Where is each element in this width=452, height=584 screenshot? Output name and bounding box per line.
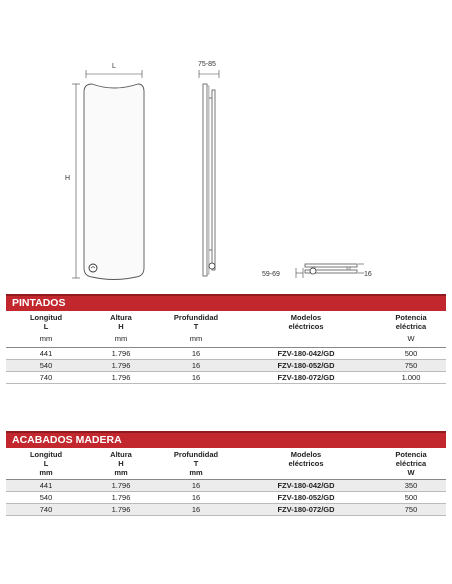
header-potencia: Potencia eléctrica W [376,448,446,480]
table-row [6,360,446,372]
cell-potencia: 750 [376,504,446,516]
unit-cell: W [376,331,446,348]
unit-cell [236,331,376,348]
cell-potencia: 500 [376,492,446,504]
madera-table [6,448,446,516]
cell-modelo: FZV-180-052/GD [236,492,376,504]
cell-modelo: FZV-180-042/GD [236,348,376,360]
cell-longitud: 540 [6,492,86,504]
madera-section [6,431,446,516]
radiator-side-view [198,61,219,276]
cell-modelo: FZV-180-072/GD [236,504,376,516]
cell-profundidad: 16 [156,360,236,372]
unit-cell: mm [156,331,236,348]
unit-cell: mm [86,331,156,348]
cell-altura: 1.796 [86,372,156,384]
cell-profundidad: 16 [156,492,236,504]
cell-altura: 1.796 [86,360,156,372]
thickness-label: 16 [364,271,372,278]
table-row [6,480,446,492]
thermostat-knob [89,264,97,272]
table-row [6,504,446,516]
unit-cell: mm [6,331,86,348]
header-profundidad: Profundidad T [173,313,219,331]
cell-longitud: 441 [6,480,86,492]
pintados-title: PINTADOS [6,294,446,311]
pintados-section [6,294,446,384]
table-row [6,372,446,384]
header-altura: Altura H [110,313,132,331]
cell-potencia: 350 [376,480,446,492]
depth-label-side: 59-69 [262,271,280,278]
cell-profundidad: 16 [156,480,236,492]
cell-altura: 1.796 [86,492,156,504]
cell-potencia: 750 [376,360,446,372]
cell-potencia: 1.000 [376,372,446,384]
cell-longitud: 540 [6,360,86,372]
pintados-table [6,311,446,384]
cell-profundidad: 16 [156,348,236,360]
cell-profundidad: 16 [156,504,236,516]
radiator-technical-drawing [0,0,452,290]
cell-modelo: FZV-180-042/GD [236,480,376,492]
dimension-label-L: L [112,63,116,70]
madera-header-row [6,448,446,480]
pintados-header-row [6,311,446,331]
header-modelos: Modelos eléctricos [288,313,324,331]
table-row [6,492,446,504]
cell-profundidad: 16 [156,372,236,384]
cell-modelo: FZV-180-052/GD [236,360,376,372]
cell-potencia: 500 [376,348,446,360]
cell-longitud: 740 [6,504,86,516]
width-dimension [86,63,142,78]
cell-longitud: 441 [6,348,86,360]
cell-altura: 1.796 [86,348,156,360]
cell-modelo: FZV-180-072/GD [236,372,376,384]
cell-longitud: 740 [6,372,86,384]
table-row [6,348,446,360]
cell-altura: 1.796 [86,504,156,516]
header-profundidad: Profundidad T mm [156,448,236,480]
cell-altura: 1.796 [86,480,156,492]
height-dimension [65,84,80,278]
header-modelos: Modelos eléctricos [236,448,376,480]
radiator-front-view [84,84,144,280]
header-longitud: Longitud L mm [6,448,86,480]
madera-title: ACABADOS MADERA [6,431,446,448]
header-potencia: Potencia eléctrica [395,313,427,331]
depth-label-top: 75-85 [198,61,216,68]
dimension-label-H: H [65,175,71,182]
pintados-units-row [6,331,446,348]
header-altura: Altura H mm [86,448,156,480]
radiator-top-view [262,264,372,278]
header-longitud: Longitud L [29,313,63,331]
